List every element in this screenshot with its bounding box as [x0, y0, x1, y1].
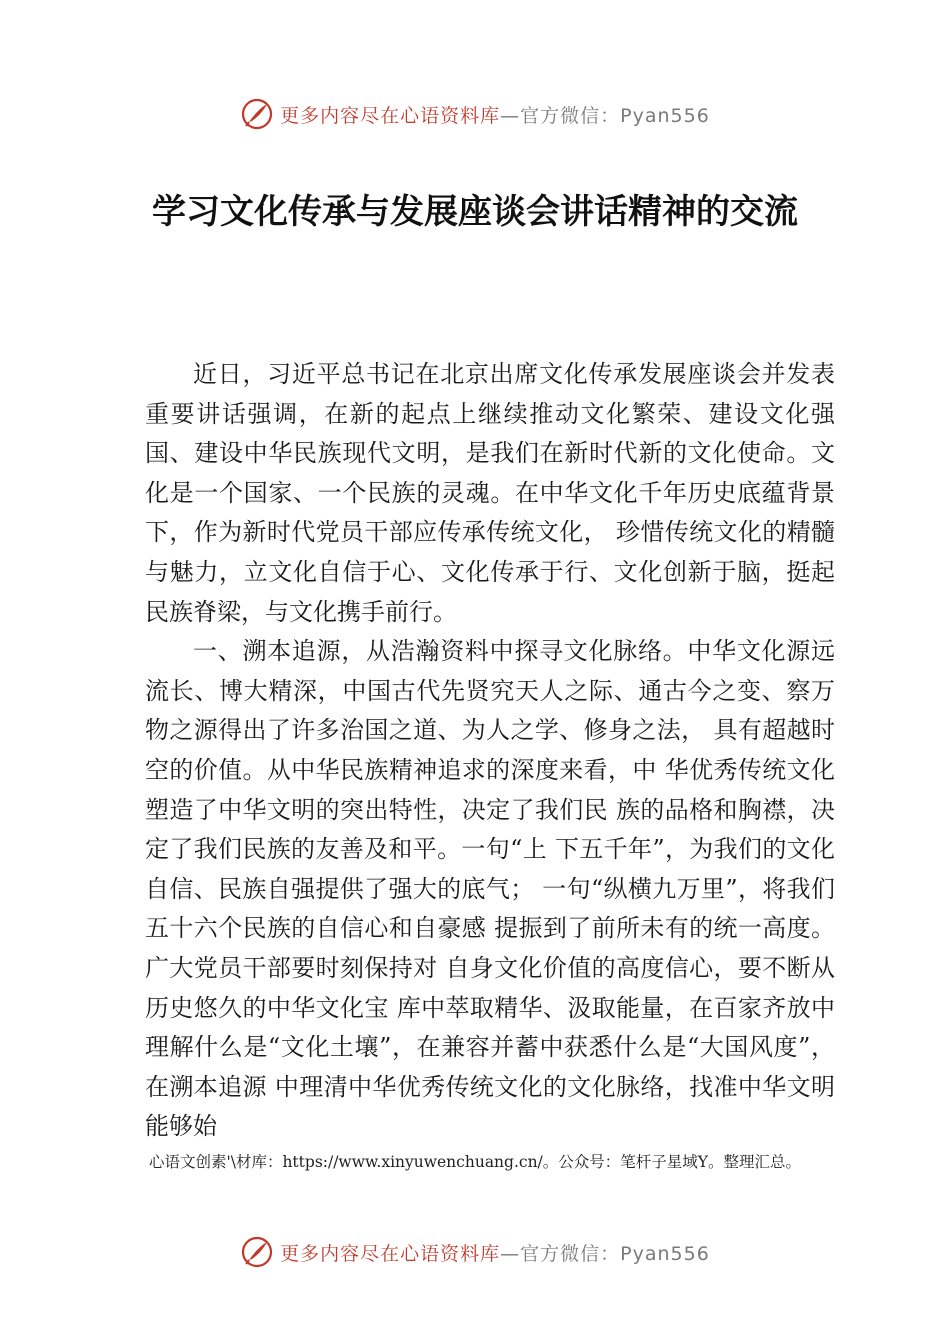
source-footer-note: 心语文创素'\材库：https://www.xinyuwenchuang.cn/。公众号：笔杆子星域Y。整理汇总。 — [148, 1153, 802, 1171]
banner-wechat-text: —官方微信：Pyan556 — [500, 1242, 710, 1265]
banner-promo-text: 更多内容尽在心语资料库 — [280, 1242, 501, 1265]
banner-wechat-text: —官方微信：Pyan556 — [500, 104, 710, 127]
paragraph-section-1: 一、溯本追源，从浩瀚资料中探寻文化脉络。中华文化源远流长、博大精深，中国古代先贤究天人之际、通古今之变、察万物之源得出了许多治国之道、为人之学、修身之法， 具有超越时空的价值。从中华民族精神追求的深度来看，中 华优秀传统文化塑造了中华文明的突出特性，决定了我们民 族的品格和胸襟，决定了我们民族的友善及和平。一句“上 下五千年”，为我们的文化自信、民族自强提供了强大的底气； 一句“纵横九万里”，将我们五十六个民族的自信心和自豪感 提振到了前所未有的统一高度。广大党员干部要时刻保持对 自身文化价值的高度信心，要不断从历史悠久的中华文化宝 库中萃取精华、汲取能量，在百家齐放中理解什么是“文化土壤”，在兼容并蓄中获悉什么是“大国风度”，在溯本追源 中理清中华优秀传统文化的文化脉络，找准中华文明能够始 — [145, 637, 835, 1141]
footer-banner — [0, 1232, 950, 1272]
document-title: 学习文化传承与发展座谈会讲话精神的交流 — [152, 192, 798, 232]
quill-logo-icon — [240, 97, 274, 131]
document-body — [145, 355, 835, 1147]
quill-logo-icon — [240, 1235, 274, 1269]
paragraph-intro: 近日，习近平总书记在北京出席文化传承发展座谈会并发表重要讲话强调，在新的起点上继续推动文化繁荣、建设文化强国、建设中华民族现代文明，是我们在新时代新的文化使命。文化是一个国家、一个民族的灵魂。在中华文化千年历史底蕴背景下，作为新时代党员干部应传承传统文化， 珍惜传统文化的精髓与魅力，立文化自信于心、文化传承于行、文化创新于脑，挺起民族脊梁，与文化携手前行。 — [145, 360, 835, 626]
header-banner — [0, 94, 950, 134]
banner-promo-text: 更多内容尽在心语资料库 — [280, 104, 501, 127]
